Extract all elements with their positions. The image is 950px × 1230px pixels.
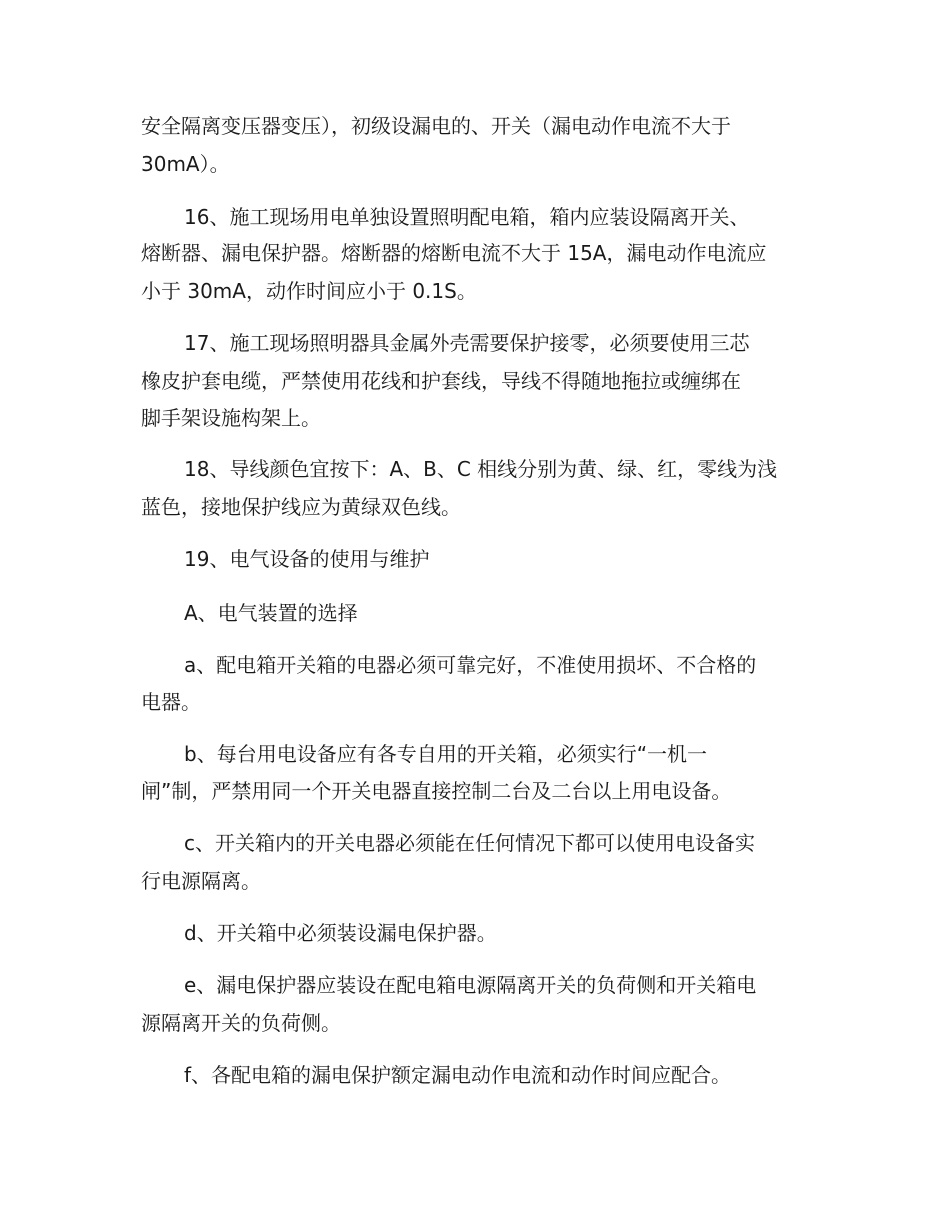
paragraph-18-line-2: 蓝色，接地保护线应为黄绿双色线。: [141, 495, 461, 519]
paragraph-16-line-1: 16、施工现场用电单独设置照明配电箱，箱内应装设隔离开关、: [184, 205, 750, 229]
item-c-line-1: c、开关箱内的开关电器必须能在任何情况下都可以使用电设备实: [184, 831, 755, 855]
paragraph-continuation-line-2: 30mA）。: [141, 152, 230, 176]
item-b-line-2: 闸”制，严禁用同一个开关电器直接控制二台及二台以上用电设备。: [141, 779, 732, 803]
paragraph-16-line-3: 小于 30mA，动作时间应小于 0.1S。: [141, 279, 477, 303]
paragraph-17-line-1: 17、施工现场照明器具金属外壳需要保护接零，必须要使用三芯: [184, 331, 750, 355]
item-f-line-1: f、各配电箱的漏电保护额定漏电动作电流和动作时间应配合。: [184, 1063, 732, 1087]
paragraph-continuation-line-1: 安全隔离变压器变压），初级设漏电的、开关（漏电动作电流不大于: [141, 114, 731, 138]
paragraph-18-line-1: 18、导线颜色宜按下：A、B、C 相线分别为黄、绿、红，零线为浅: [184, 457, 778, 481]
item-c-line-2: 行电源隔离。: [141, 869, 261, 893]
section-A-heading: A、电气装置的选择: [184, 601, 358, 625]
item-b-line-1: b、每台用电设备应有各专自用的开关箱，必须实行“一机一: [184, 742, 708, 766]
item-e-line-2: 源隔离开关的负荷侧。: [141, 1011, 341, 1035]
paragraph-17-line-2: 橡皮护套电缆，严禁使用花线和护套线，导线不得随地拖拉或缠绑在: [141, 369, 741, 393]
paragraph-16-line-2: 熔断器、漏电保护器。熔断器的熔断电流不大于 15A，漏电动作电流应: [141, 241, 767, 265]
item-a-line-1: a、配电箱开关箱的电器必须可靠完好，不准使用损坏、不合格的: [184, 653, 757, 677]
paragraph-17-line-3: 脚手架设施构架上。: [141, 406, 321, 430]
item-e-line-1: e、漏电保护器应装设在配电箱电源隔离开关的负荷侧和开关箱电: [184, 973, 757, 997]
item-a-line-2: 电器。: [141, 690, 201, 714]
paragraph-19-heading: 19、电气设备的使用与维护: [184, 547, 430, 571]
item-d-line-1: d、开关箱中必须装设漏电保护器。: [184, 921, 497, 945]
